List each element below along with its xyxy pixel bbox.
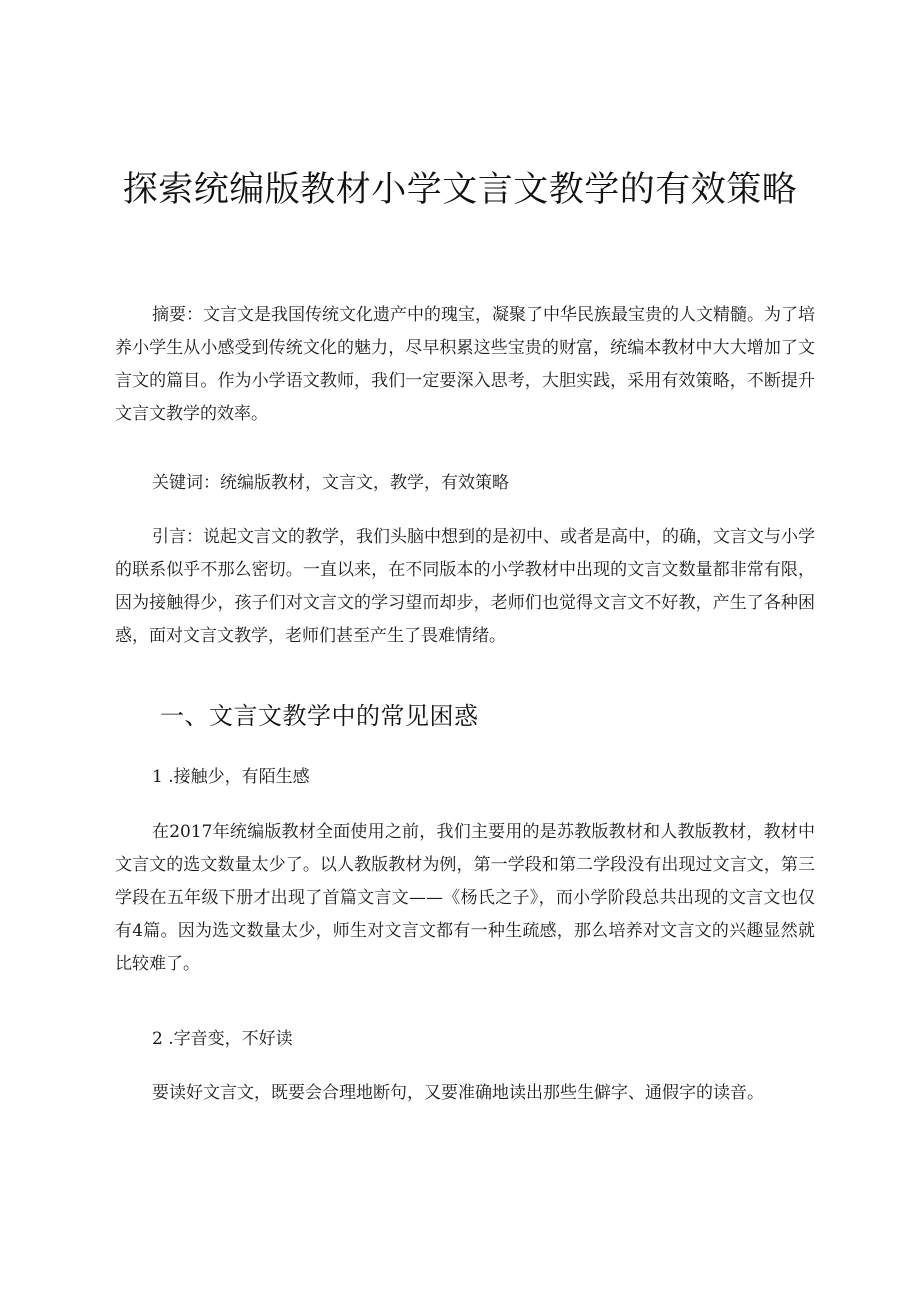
introduction-paragraph: 引言：说起文言文的教学，我们头脑中想到的是初中、或者是高中，的确，文言文与小学的联系似乎不那么密切。一直以来，在不同版本的小学教材中出现的文言文数量都非常有限，因为接触得少，孩子们对文言文的学习望而却步，老师们也觉得文言文不好教，产生了各种困惑，面对文言文教学，老师们甚至产生了畏难情绪。	[115, 527, 815, 646]
abstract-paragraph: 摘要：文言文是我国传统文化遗产中的瑰宝，凝聚了中华民族最宝贵的人文精髓。为了培养小学生从小感受到传统文化的魅力，尽早积累这些宝贵的财富，统编本教材中大大增加了文言文的篇目。作为小学语文教师，我们一定要深入思考，大胆实践，采用有效策略，不断提升文言文教学的效率。	[115, 305, 815, 424]
section-1-heading: 一、文言文教学中的常见困惑	[160, 702, 479, 730]
subsection-1-heading: 1 .接触少，有陌生感	[152, 767, 310, 787]
keywords-line: 关键词：统编版教材，文言文，教学，有效策略	[152, 473, 509, 493]
document-title: 探索统编版教材小学文言文教学的有效策略	[122, 170, 798, 210]
subsection-2-paragraph: 要读好文言文，既要会合理地断句，又要准确地读出那些生僻字、通假字的读音。	[152, 1083, 764, 1103]
subsection-1-paragraph: 在2017年统编版教材全面使用之前，我们主要用的是苏教版教材和人教版教材，教材中文言文的选文数量太少了。以人教版教材为例，第一学段和第二学段没有出现过文言文，第三学段在五年级下册才出现了首篇文言文——《杨氏之子》，而小学阶段总共出现的文言文也仅有4篇。因为选文数量太少，师生对文言文都有一种生疏感，那么培养对文言文的兴趣显然就比较难了。	[115, 822, 815, 974]
subsection-2-heading: 2 .字音变，不好读	[152, 1029, 293, 1049]
